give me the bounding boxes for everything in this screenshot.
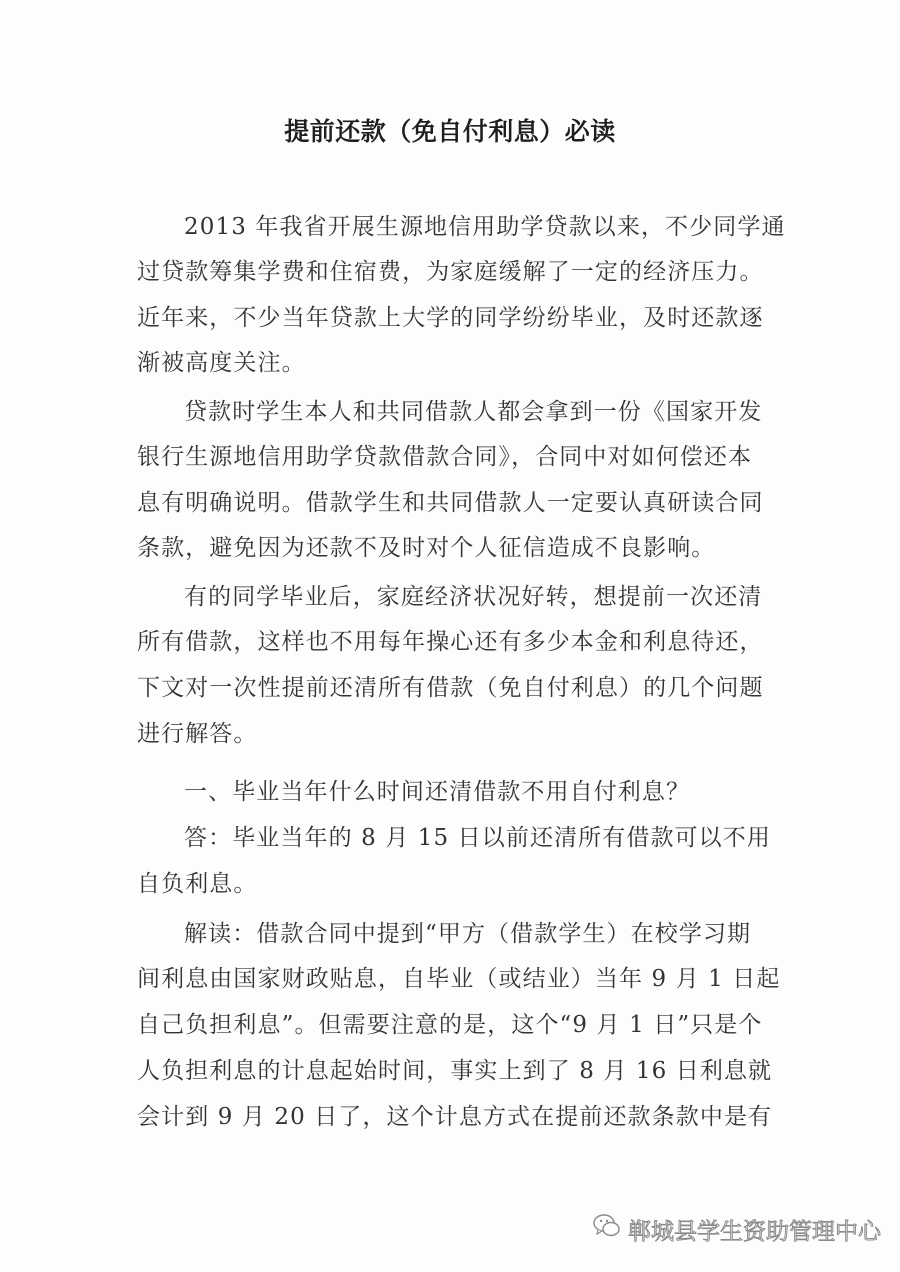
text-line: 答：毕业当年的 8 月 15 日以前还清所有借款可以不用: [184, 825, 771, 851]
text-line: 过贷款筹集学费和住宿费，为家庭缓解了一定的经济压力。: [137, 259, 764, 285]
text-line: 会计到 9 月 20 日了，这个计息方式在提前还款条款中是有: [137, 1104, 773, 1130]
text-line: 所有借款，这样也不用每年操心还有多少本金和利息待还，: [137, 629, 764, 655]
text-line: 近年来，不少当年贷款上大学的同学纷纷毕业，及时还款逐: [137, 305, 764, 331]
text-line: 进行解答。: [137, 721, 258, 747]
question-heading: 一、毕业当年什么时间还清借款不用自付利息？: [184, 779, 691, 805]
text-line: 自己负担利息”。但需要注意的是，这个“9 月 1 日”只是个: [137, 1012, 763, 1038]
text-line: 解读：借款合同中提到“甲方（借款学生）在校学习期: [184, 921, 752, 947]
watermark-text: 郸城县学生资助管理中心: [628, 1218, 881, 1245]
wechat-icon: [592, 1212, 622, 1246]
watermark: [592, 1212, 881, 1246]
text-line: 条款，避免因为还款不及时对个人征信造成不良影响。: [137, 535, 716, 561]
text-line: 贷款时学生本人和共同借款人都会拿到一份《国家开发: [184, 399, 763, 425]
text-line: 有的同学毕业后，家庭经济状况好转，想提前一次还清: [184, 584, 763, 610]
text-line: 2013 年我省开展生源地信用助学贷款以来，不少同学通: [184, 214, 786, 240]
text-line: 息有明确说明。借款学生和共同借款人一定要认真研读合同: [137, 490, 764, 516]
text-line: 渐被高度关注。: [137, 350, 306, 376]
document-title: 提前还款（免自付利息）必读: [284, 117, 616, 146]
text-line: 自负利息。: [137, 871, 258, 897]
text-line: 下文对一次性提前还清所有借款（免自付利息）的几个问题: [137, 675, 764, 701]
text-line: 银行生源地信用助学贷款借款合同》，合同中对如何偿还本: [137, 444, 753, 470]
text-line: 间利息由国家财政贴息，自毕业（或结业）当年 9 月 1 日起: [137, 966, 781, 992]
text-line: 人负担利息的计息起始时间，事实上到了 8 月 16 日利息就: [137, 1058, 773, 1084]
